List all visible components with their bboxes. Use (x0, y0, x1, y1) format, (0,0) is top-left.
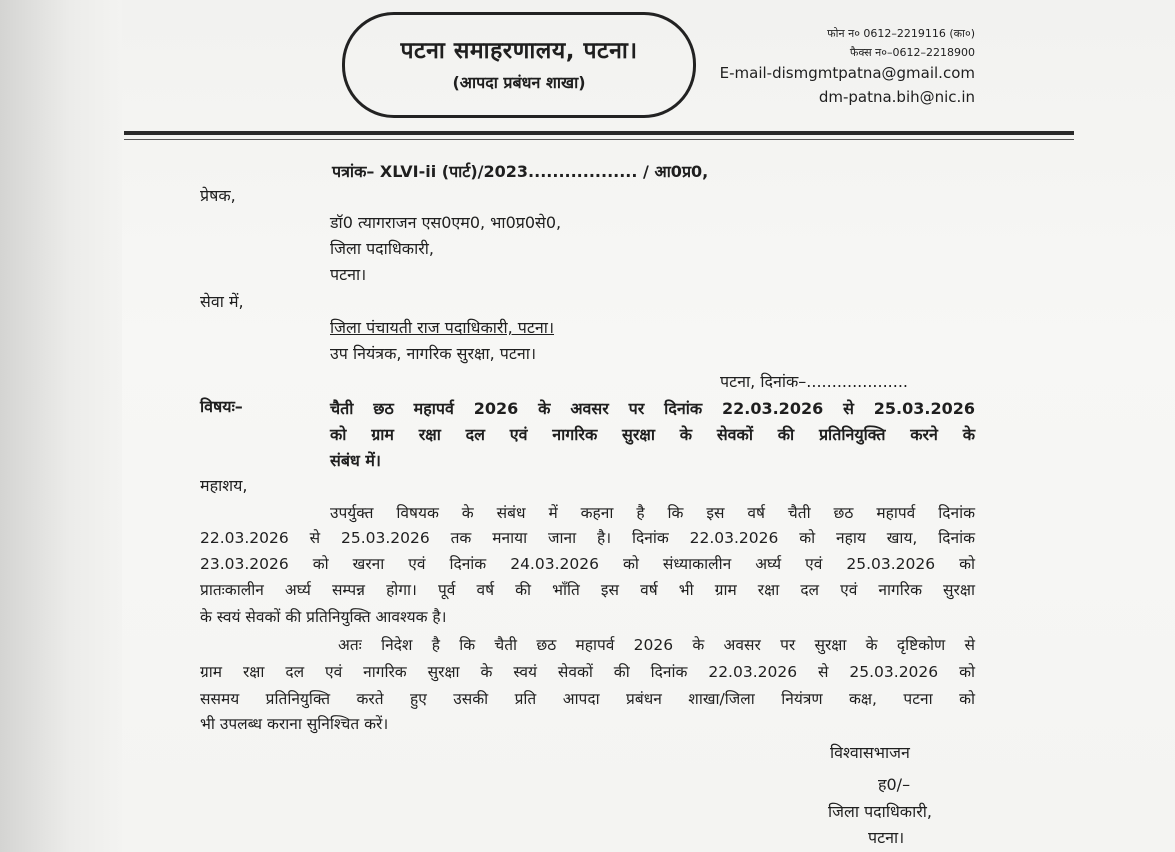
closing: विश्वासभाजन (830, 743, 910, 762)
signature: ह0/– (878, 775, 911, 794)
salutation: महाशय, (200, 476, 248, 495)
subject-line: को ग्राम रक्षा दल एवं नागरिक सुरक्षा के सेवकों की प्रतिनियुक्ति करने के (330, 425, 975, 444)
header-divider-thin (124, 139, 1074, 140)
org-branch: (आपदा प्रबंधन शाखा) (452, 73, 586, 92)
contact-phone: फोन न० 0612–2219116 (का०) (827, 27, 975, 40)
paragraph-line: ग्राम रक्षा दल एवं नागरिक सुरक्षा के स्वयं सेवकों की दिनांक 22.03.2026 से 25.03.2026 को (200, 663, 975, 681)
contact-email-nic: dm-patna.bih@nic.in (818, 88, 975, 106)
paragraph-line: के स्वयं सेवकों की प्रतिनियुक्ति आवश्यक है। (200, 608, 447, 626)
header-divider (124, 131, 1074, 135)
contact-fax: फैक्स न०–0612–2218900 (849, 46, 975, 59)
date-line: पटना, दिनांक–.................... (720, 372, 909, 391)
contact-email: E-mail-dismgmtpatna@gmail.com (719, 64, 975, 82)
signatory-line: जिला पदाधिकारी, (828, 802, 933, 821)
sender-line: जिला पदाधिकारी, (330, 239, 435, 258)
sender-line: डॉ0 त्यागराजन एस0एम0, भा0प्र0से0, (330, 213, 562, 232)
paragraph-line: भी उपलब्ध कराना सुनिश्चित करें। (200, 715, 389, 733)
subject-label: विषयः– (200, 397, 243, 416)
recipient-label: सेवा में, (200, 292, 244, 311)
paragraph-line: 22.03.2026 से 25.03.2026 तक मनाया जाना है। दिनांक 22.03.2026 को नहाय खाय, दिनांक (200, 529, 975, 547)
sender-label: प्रेषक, (200, 186, 236, 205)
signatory-line: पटना। (868, 828, 905, 847)
recipient-line: जिला पंचायती राज पदाधिकारी, पटना। (330, 318, 555, 337)
subject-line: चैती छठ महापर्व 2026 के अवसर पर दिनांक 22.03.2026 से 25.03.2026 (330, 399, 975, 418)
subject-line: संबंध में। (330, 451, 381, 470)
paragraph-line: 23.03.2026 को खरना एवं दिनांक 24.03.2026 को संध्याकालीन अर्घ्य एवं 25.03.2026 को (200, 555, 975, 573)
letterhead-emblem (342, 12, 696, 118)
paragraph-line: प्रातःकालीन अर्घ्य सम्पन्न होगा। पूर्व वर्ष की भाँति इस वर्ष भी ग्राम रक्षा दल एवं नागरिक सुरक्षा (200, 581, 975, 599)
paragraph-line: उपर्युक्त विषयक के संबंध में कहना है कि इस वर्ष चैती छठ महापर्व दिनांक (330, 504, 975, 522)
sender-line: पटना। (330, 265, 367, 284)
reference-number: पत्रांक– XLVI-ii (पार्ट)/2023.................. / आ0प्र0, (332, 162, 709, 181)
paragraph-line: अतः निदेश है कि चैती छठ महापर्व 2026 के अवसर पर सुरक्षा के दृष्टिकोण से (338, 636, 975, 654)
org-name: पटना समाहरणालय, पटना। (400, 38, 638, 64)
page-margin-shadow (0, 0, 128, 852)
recipient-line: उप नियंत्रक, नागरिक सुरक्षा, पटना। (330, 344, 537, 363)
paragraph-line: ससमय प्रतिनियुक्ति करते हुए उसकी प्रति आपदा प्रबंधन शाखा/जिला नियंत्रण कक्ष, पटना को (200, 690, 975, 708)
